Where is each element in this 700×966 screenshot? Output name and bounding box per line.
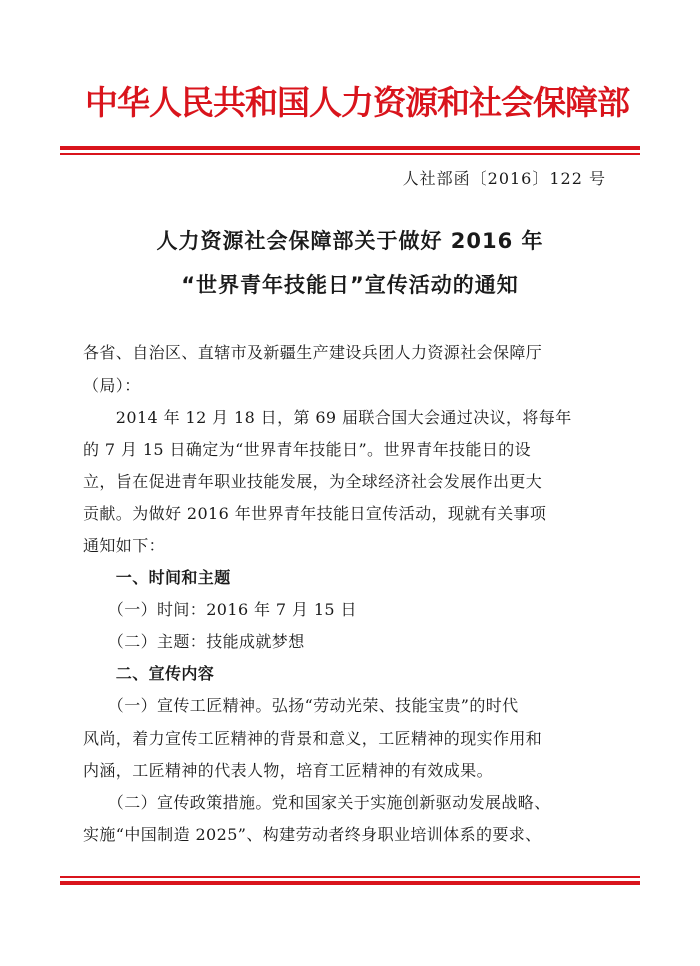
document-title-line-1: 人力资源社会保障部关于做好 2016 年 bbox=[156, 229, 544, 253]
section-heading: 一、时间和主题 bbox=[83, 568, 231, 587]
masthead-rule-thick bbox=[60, 146, 640, 150]
addressee-line: （局）： bbox=[83, 376, 141, 395]
body-line: （二）宣传政策措施。党和国家关于实施创新驱动发展战略、 bbox=[83, 793, 551, 812]
masthead-rule-thin bbox=[60, 153, 640, 155]
body-line: 立，旨在促进青年职业技能发展，为全球经济社会发展作出更大 bbox=[83, 472, 543, 491]
footer-rule-thick bbox=[60, 881, 640, 885]
footer-rule-thin bbox=[60, 876, 640, 878]
document-title-line-2: “世界青年技能日”宣传活动的通知 bbox=[181, 273, 519, 297]
body-line: 贡献。为做好 2016 年世界青年技能日宣传活动，现就有关事项 bbox=[83, 504, 547, 523]
document-number: 人社部函〔2016〕122 号 bbox=[402, 169, 606, 188]
body-line: 2014 年 12 月 18 日，第 69 届联合国大会通过决议，将每年 bbox=[83, 408, 572, 427]
addressee-line: 各省、自治区、直辖市及新疆生产建设兵团人力资源社会保障厅 bbox=[83, 343, 543, 362]
masthead-title: 中华人民共和国人力资源和社会保障部 bbox=[85, 83, 629, 122]
body-line: 风尚，着力宣传工匠精神的背景和意义，工匠精神的现实作用和 bbox=[83, 729, 543, 748]
body-line: 实施“中国制造 2025”、构建劳动者终身职业培训体系的要求、 bbox=[83, 825, 542, 844]
section-heading: 二、宣传内容 bbox=[83, 664, 215, 683]
body-line: （二）主题：技能成就梦想 bbox=[83, 632, 305, 651]
body-line: 通知如下： bbox=[83, 536, 166, 555]
body-line: 的 7 月 15 日确定为“世界青年技能日”。世界青年技能日的设 bbox=[83, 440, 532, 459]
body-line: （一）时间：2016 年 7 月 15 日 bbox=[83, 600, 357, 619]
body-line: 内涵，工匠精神的代表人物，培育工匠精神的有效成果。 bbox=[83, 761, 494, 780]
body-line: （一）宣传工匠精神。弘扬“劳动光荣、技能宝贵”的时代 bbox=[83, 696, 519, 715]
